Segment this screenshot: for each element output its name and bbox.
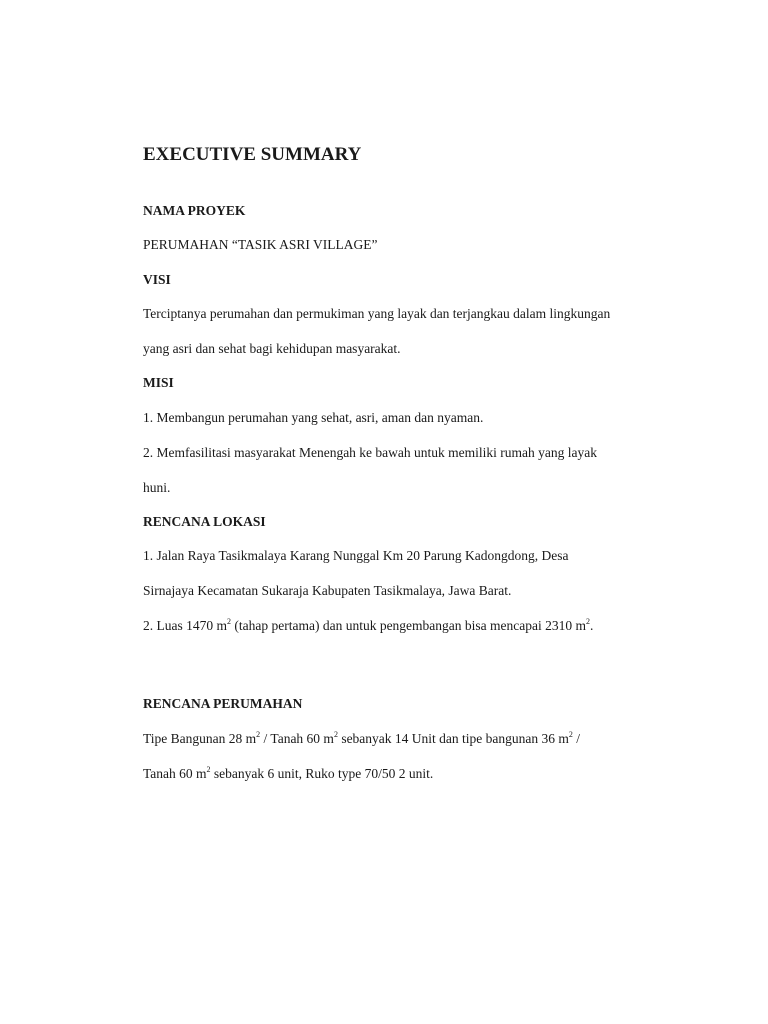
rencana-lokasi-heading: RENCANA LOKASI [143,514,266,529]
misi-item-2-line-1: 2. Memfasilitasi masyarakat Menengah ke bawah untuk memiliki rumah yang layak [143,445,597,460]
lokasi-item-2-text-a: 2. Luas 1470 m [143,618,227,633]
visi-line-1: Terciptanya perumahan dan permukiman yang layak dan terjangkau dalam lingkungan [143,306,611,321]
visi-line-2: yang asri dan sehat bagi kehidupan masyarakat. [143,341,401,356]
superscript-2: 2 [333,730,338,739]
visi-heading: VISI [143,272,171,287]
document-title: EXECUTIVE SUMMARY [143,144,362,165]
perumahan-line-1-text-d: / [572,731,581,746]
perumahan-line-2-text-b: sebanyak 6 unit, Ruko type 70/50 2 unit. [210,766,434,781]
superscript-2: 2 [256,730,261,739]
misi-item-2-line-2: huni. [143,480,171,495]
perumahan-line-2-text-a: Tanah 60 m [143,766,207,781]
rencana-perumahan-heading: RENCANA PERUMAHAN [143,696,303,711]
superscript-2: 2 [227,617,231,626]
perumahan-line-1-text-c: sebanyak 14 Unit dan tipe bangunan 36 m [337,731,569,746]
superscript-2: 2 [586,617,591,626]
lokasi-item-2 [143,619,593,633]
nama-proyek-heading: NAMA PROYEK [143,203,246,218]
perumahan-line-2 [143,767,433,781]
lokasi-item-1-line-1: 1. Jalan Raya Tasikmalaya Karang Nunggal Km 20 Parung Kadongdong, Desa [143,548,569,563]
perumahan-line-1-text-a: Tipe Bangunan 28 m [143,731,257,746]
perumahan-line-1 [143,732,580,746]
misi-item-1: 1. Membangun perumahan yang sehat, asri, aman dan nyaman. [143,410,484,425]
superscript-2: 2 [206,765,211,774]
lokasi-item-2-text-b: (tahap pertama) dan untuk pengembangan bisa mencapai 2310 m [231,618,587,633]
lokasi-item-1-line-2: Sirnajaya Kecamatan Sukaraja Kabupaten Tasikmalaya, Jawa Barat. [143,583,512,598]
perumahan-line-1-text-b: / Tanah 60 m [260,731,334,746]
nama-proyek-value: PERUMAHAN “TASIK ASRI VILLAGE” [143,237,378,252]
lokasi-item-2-text-c: . [590,618,594,633]
misi-heading: MISI [143,375,174,390]
superscript-2: 2 [568,730,573,739]
